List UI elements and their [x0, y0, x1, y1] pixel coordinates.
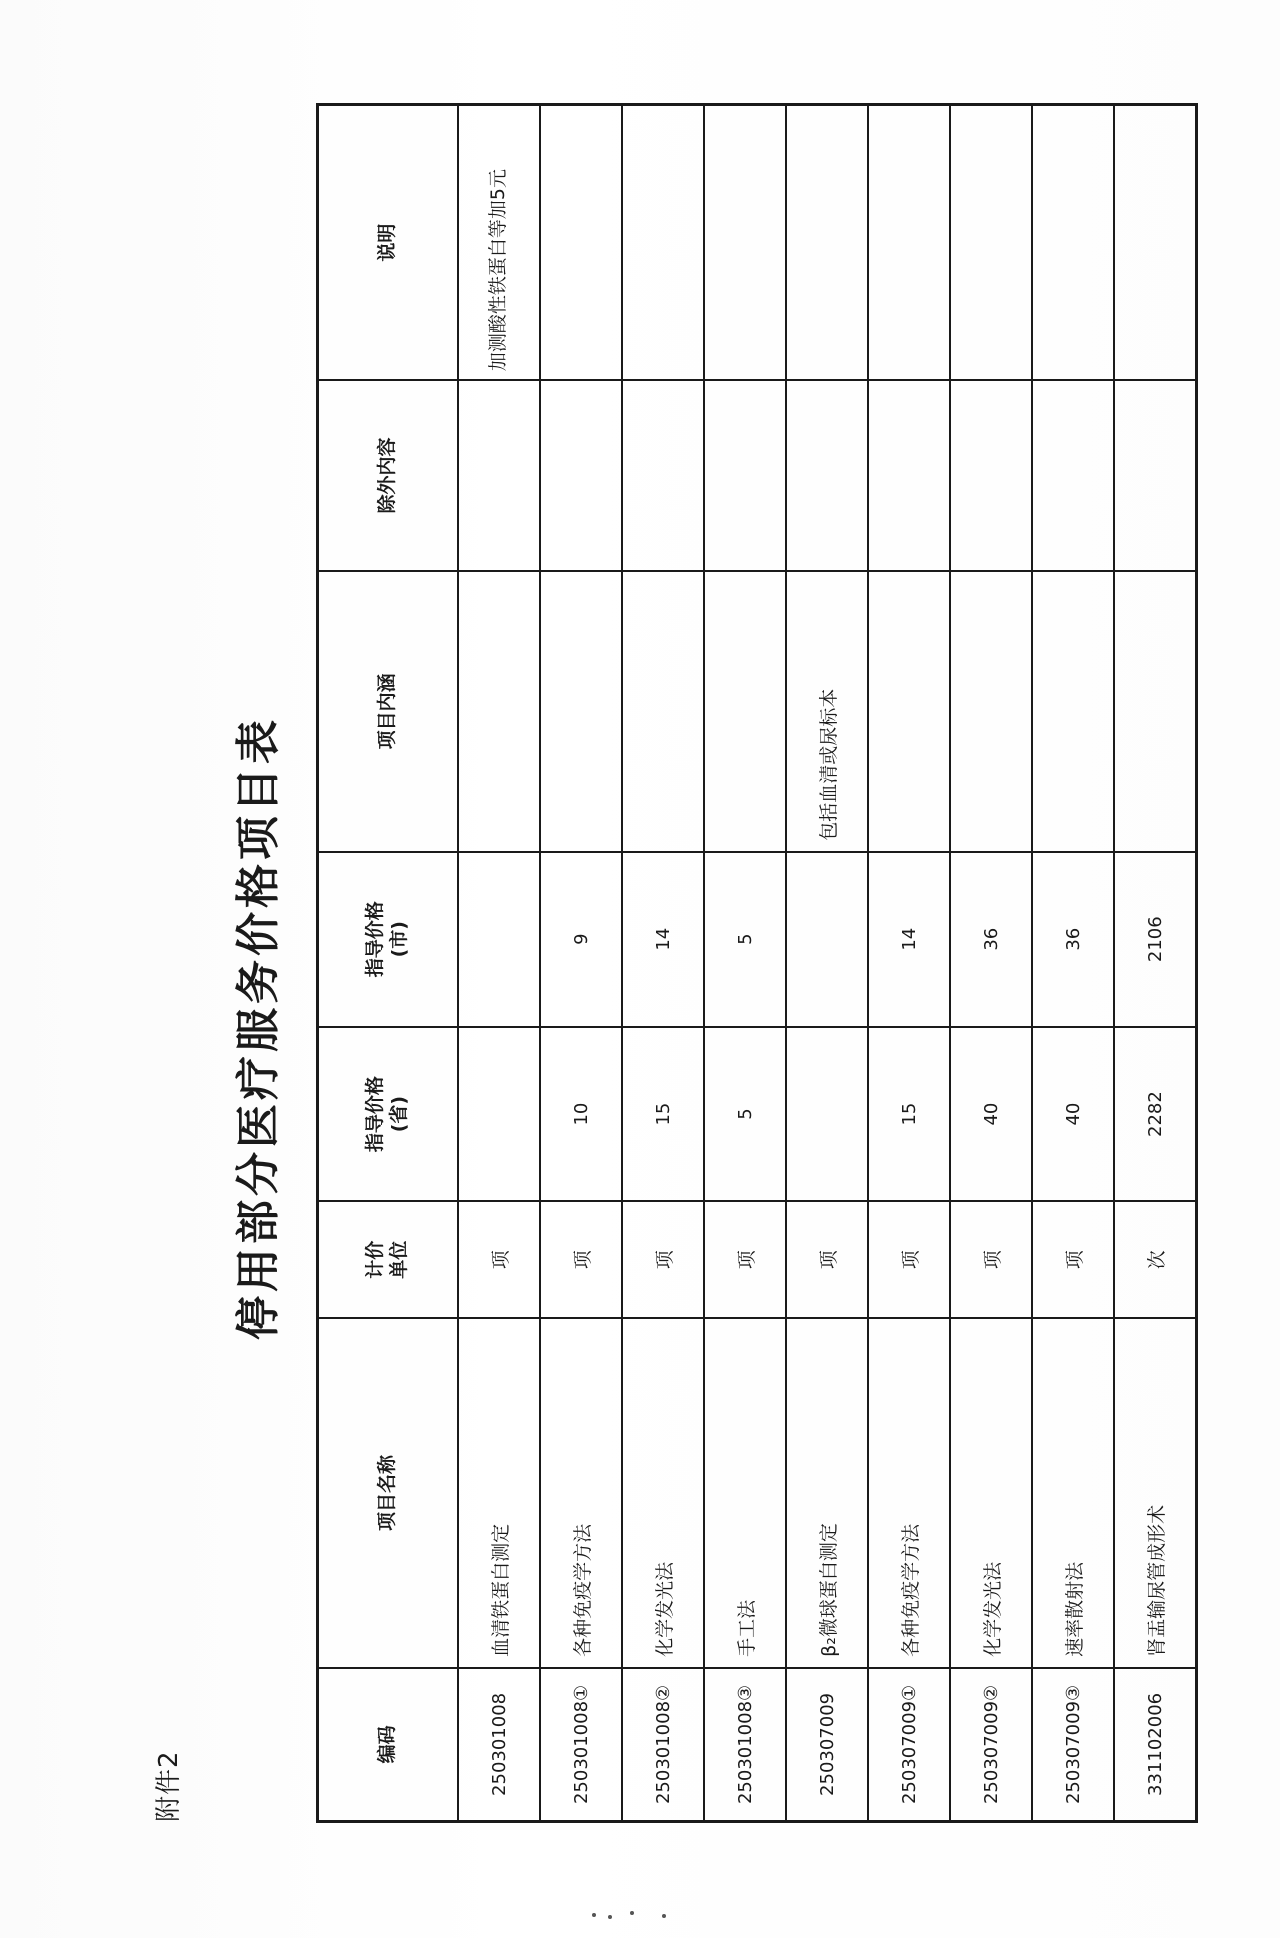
cell-content [704, 571, 786, 852]
table-row [704, 105, 786, 1822]
cell-name: 手工法 [704, 1318, 786, 1668]
cell-price-province: 40 [950, 1027, 1032, 1202]
cell-content [868, 571, 950, 852]
header-prov-line2: (省) [388, 1095, 410, 1133]
cell-price-province: 2282 [1114, 1027, 1197, 1202]
cell-content [1032, 571, 1114, 852]
cell-price-city: 14 [622, 852, 704, 1027]
scan-speck [592, 1913, 596, 1917]
table-row [1114, 105, 1197, 1822]
cell-price-city: 5 [704, 852, 786, 1027]
page-title: 停用部分医疗服务价格项目表 [233, 716, 284, 1340]
cell-name: 各种免疫学方法 [540, 1318, 622, 1668]
cell-price-city: 36 [1032, 852, 1114, 1027]
price-items-table [316, 103, 1198, 1823]
header-unit [318, 1202, 459, 1319]
cell-name: 化学发光法 [622, 1318, 704, 1668]
header-prov-line1: 指导价格 [364, 1076, 387, 1153]
table-row [1032, 105, 1114, 1822]
cell-note [1032, 105, 1114, 381]
cell-price-province: 15 [622, 1027, 704, 1202]
cell-unit: 项 [786, 1202, 868, 1319]
cell-price-province [786, 1027, 868, 1202]
cell-code: 250301008② [622, 1668, 704, 1822]
cell-exclusion [1114, 380, 1197, 571]
cell-note [786, 105, 868, 381]
header-exclusion: 除外内容 [318, 380, 459, 571]
cell-code: 250307009③ [1032, 1668, 1114, 1822]
table-header-row [318, 105, 459, 1822]
cell-exclusion [622, 380, 704, 571]
table-row [458, 105, 540, 1822]
table-row [622, 105, 704, 1822]
cell-name: β₂微球蛋白测定 [786, 1318, 868, 1668]
cell-unit: 次 [1114, 1202, 1197, 1319]
header-note: 说明 [318, 105, 459, 381]
header-city-line2: (市) [388, 921, 410, 958]
cell-unit: 项 [622, 1202, 704, 1319]
cell-content: 包括血清或尿标本 [786, 571, 868, 852]
scan-specks [590, 1905, 670, 1925]
cell-code: 250307009 [786, 1668, 868, 1822]
cell-code: 250301008 [458, 1668, 540, 1822]
cell-unit: 项 [950, 1202, 1032, 1319]
cell-exclusion [868, 380, 950, 571]
header-price-city [318, 852, 459, 1027]
cell-name: 各种免疫学方法 [868, 1318, 950, 1668]
cell-content [950, 571, 1032, 852]
cell-price-city: 14 [868, 852, 950, 1027]
cell-name: 血清铁蛋白测定 [458, 1318, 540, 1668]
cell-note [950, 105, 1032, 381]
cell-price-city: 2106 [1114, 852, 1197, 1027]
cell-price-city: 9 [540, 852, 622, 1027]
cell-code: 250301008① [540, 1668, 622, 1822]
cell-exclusion [704, 380, 786, 571]
cell-price-province: 10 [540, 1027, 622, 1202]
cell-name: 肾盂输尿管成形术 [1114, 1318, 1197, 1668]
cell-unit: 项 [1032, 1202, 1114, 1319]
cell-content [540, 571, 622, 852]
header-name: 项目名称 [318, 1318, 459, 1668]
cell-unit: 项 [704, 1202, 786, 1319]
cell-code: 250307009② [950, 1668, 1032, 1822]
header-unit-line1: 计价 [364, 1240, 387, 1279]
cell-price-city: 36 [950, 852, 1032, 1027]
cell-note [622, 105, 704, 381]
cell-unit: 项 [458, 1202, 540, 1319]
cell-price-city [458, 852, 540, 1027]
cell-note [1114, 105, 1197, 381]
header-code: 编码 [318, 1668, 459, 1822]
table-row [950, 105, 1032, 1822]
scan-speck [608, 1915, 612, 1919]
cell-unit: 项 [868, 1202, 950, 1319]
cell-code: 331102006 [1114, 1668, 1197, 1822]
cell-name: 速率散射法 [1032, 1318, 1114, 1668]
cell-price-province: 40 [1032, 1027, 1114, 1202]
table-row [540, 105, 622, 1822]
cell-content [622, 571, 704, 852]
scan-speck [662, 1914, 666, 1918]
attachment-label: 附件2 [154, 1750, 184, 1822]
cell-price-province: 15 [868, 1027, 950, 1202]
cell-exclusion [786, 380, 868, 571]
header-price-province [318, 1027, 459, 1202]
cell-exclusion [950, 380, 1032, 571]
header-content: 项目内涵 [318, 571, 459, 852]
cell-note: 加测酸性铁蛋白等加5元 [458, 105, 540, 381]
cell-note [704, 105, 786, 381]
cell-content [1114, 571, 1197, 852]
header-unit-line2: 单位 [388, 1240, 410, 1279]
table-row [868, 105, 950, 1822]
cell-exclusion [458, 380, 540, 571]
cell-unit: 项 [540, 1202, 622, 1319]
cell-code: 250307009① [868, 1668, 950, 1822]
table-row [786, 105, 868, 1822]
cell-note [540, 105, 622, 381]
cell-name: 化学发光法 [950, 1318, 1032, 1668]
cell-price-province [458, 1027, 540, 1202]
cell-price-city [786, 852, 868, 1027]
cell-price-province: 5 [704, 1027, 786, 1202]
cell-exclusion [540, 380, 622, 571]
cell-note [868, 105, 950, 381]
cell-exclusion [1032, 380, 1114, 571]
cell-code: 250301008③ [704, 1668, 786, 1822]
cell-content [458, 571, 540, 852]
scan-speck [630, 1911, 634, 1915]
header-city-line1: 指导价格 [364, 901, 387, 978]
